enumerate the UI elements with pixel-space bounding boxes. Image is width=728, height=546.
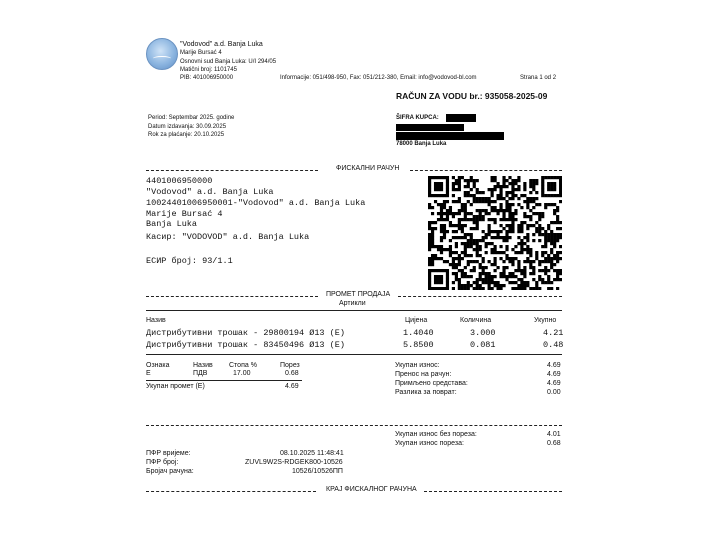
summary-label: Укупан износ: (395, 362, 440, 369)
tax-label: E (146, 370, 151, 377)
invoice-due-date: Rok za plaćanje: 20.10.2025 (148, 132, 225, 138)
dashed-rule (424, 491, 562, 492)
summary-value: 4.69 (547, 371, 561, 378)
col-qty: Количина (460, 317, 492, 324)
buyer-city: 78000 Banja Luka (396, 141, 447, 147)
tax-total-label: Укупан промет (E) (146, 383, 205, 390)
col-price: Цијена (405, 317, 428, 324)
sales-title: ПРОМЕТ ПРОДАЈА (326, 291, 391, 298)
tax-name: ПДВ (193, 370, 208, 377)
dashed-rule (398, 296, 562, 297)
tax-summary-label: Укупан износ пореза: (395, 440, 464, 447)
tax-summary-value: 0.68 (547, 440, 561, 447)
dashed-rule (146, 170, 318, 171)
seller-city: Banja Luka (146, 219, 198, 229)
col-name: Назив (146, 317, 166, 324)
fiscal-title: ФИСКАЛНИ РАЧУН (336, 165, 400, 172)
fiscal-qr-code (428, 176, 562, 290)
pfr-time: 08.10.2025 11:48:41 (280, 450, 344, 457)
redaction-bar (446, 114, 476, 122)
company-address: Marije Bursać 4 (180, 50, 222, 56)
dashed-rule (146, 296, 318, 297)
buyer-code-label: ŠIFRA KUPCA: (396, 115, 439, 121)
item-name: Дистрибутивни трошак - 83450496 Ø13 (E) (146, 340, 345, 350)
esir-number: ЕСИР број: 93/1.1 (146, 256, 233, 266)
articles-title: Артикли (339, 300, 366, 307)
company-court: Osnovni sud Banja Luka: U/I 294/05 (180, 59, 277, 65)
dashed-rule (410, 170, 562, 171)
end-title: КРАЈ ФИСКАЛНОГ РАЧУНА (326, 486, 417, 493)
item-name: Дистрибутивни трошак - 29800194 Ø13 (E) (146, 328, 345, 338)
redaction-bar (396, 124, 464, 131)
item-price: 5.8500 (403, 340, 434, 350)
wave-icon (153, 56, 171, 61)
tax-total-value: 4.69 (285, 383, 299, 390)
solid-rule (146, 380, 302, 381)
solid-rule (146, 310, 562, 311)
tax-col-rate: Стопа % (229, 362, 257, 369)
solid-rule (146, 354, 562, 355)
seller-address: Marije Bursać 4 (146, 209, 223, 219)
invoice-issue-date: Datum izdavanja: 30.09.2025 (148, 124, 227, 130)
summary-value: 4.69 (547, 380, 561, 387)
redaction-bar (396, 132, 504, 140)
item-price: 1.4040 (403, 328, 434, 338)
receipt-counter-label: Бројач рачуна: (146, 468, 194, 475)
company-logo (146, 38, 178, 70)
item-qty: 0.081 (470, 340, 496, 350)
summary-value: 4.69 (547, 362, 561, 369)
invoice-title: RAČUN ZA VODU br.: 935058-2025-09 (396, 91, 548, 101)
tax-col-label: Ознака (146, 362, 170, 369)
item-total: 4.21 (543, 328, 564, 338)
company-contact: Informacije: 051/498-950, Fax: 051/212-380, Email: info@vodovod-bl.com (280, 75, 477, 81)
summary-label: Примљено средстава: (395, 380, 468, 387)
receipt-counter: 10526/10526ПП (292, 468, 343, 475)
pfr-number-label: ПФР број: (146, 459, 179, 466)
company-name: "Vodovod" a.d. Banja Luka (180, 41, 263, 48)
dashed-rule (146, 425, 562, 426)
seller-name: "Vodovod" a.d. Banja Luka (146, 187, 274, 197)
summary-label: Пренос на рачун: (395, 371, 452, 378)
company-mb: Matični broj: 1101745 (180, 67, 237, 73)
tax-amount: 0.68 (285, 370, 299, 377)
summary-value: 0.00 (547, 389, 561, 396)
tax-col-name: Назив (193, 362, 213, 369)
pfr-time-label: ПФР вријеме: (146, 450, 191, 457)
tax-summary-label: Укупан износ без пореза: (395, 431, 477, 438)
item-qty: 3.000 (470, 328, 496, 338)
col-total: Укупно (534, 317, 557, 324)
company-pib: PIB: 401006950000 (180, 75, 234, 81)
invoice-period: Period: Septembar 2025. godine (148, 115, 235, 121)
seller-id: 4401006950000 (146, 176, 213, 186)
summary-label: Разлика за поврат: (395, 389, 457, 396)
tax-summary-value: 4.01 (547, 431, 561, 438)
cashier: Касир: "VODOVOD" a.d. Banja Luka (146, 232, 310, 242)
page-number: Strana 1 od 2 (520, 75, 557, 81)
seller-unit: 10024401006950001-"Vodovod" a.d. Banja Luka (146, 198, 366, 208)
item-total: 0.48 (543, 340, 564, 350)
tax-col-tax: Порез (280, 362, 300, 369)
dashed-rule (146, 491, 316, 492)
pfr-number: ZUVL9W2S-RDGEK800-10526 (245, 459, 343, 466)
tax-rate: 17.00 (233, 370, 251, 377)
